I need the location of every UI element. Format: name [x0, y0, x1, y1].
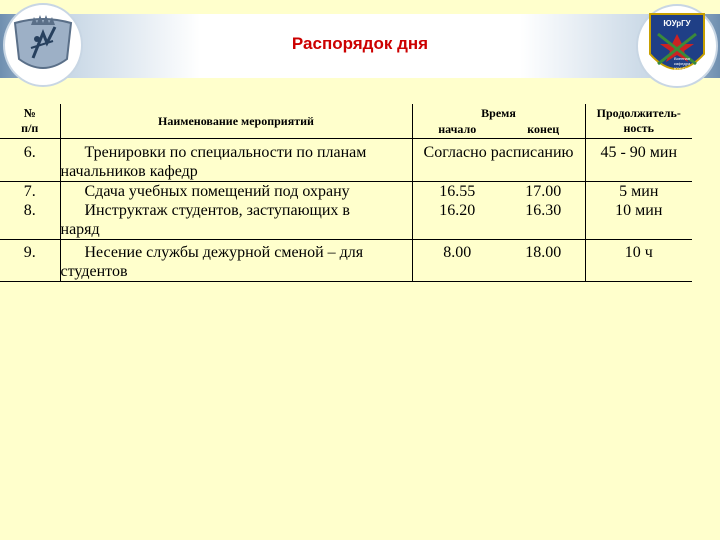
row-num: 9. — [0, 240, 60, 282]
table-row — [0, 182, 692, 202]
logo-line-2: кафедра — [674, 61, 691, 66]
header-duration-line-1: Продолжитель- — [596, 106, 681, 120]
row-start: 16.20 — [439, 202, 476, 219]
row-duration: 45 - 90 мин — [600, 144, 678, 161]
row-name — [60, 201, 412, 240]
schedule-table — [0, 104, 692, 282]
row-name-text: Сдача учебных помещений под охрану — [84, 183, 350, 200]
header-num-line-2: п/п — [21, 121, 39, 135]
header-start: начало — [412, 122, 502, 139]
row-duration: 10 мин — [615, 202, 663, 219]
table-header-row — [0, 104, 692, 122]
logo-line-1: Военная — [674, 56, 690, 61]
row-start: 8.00 — [412, 240, 502, 282]
row-num: 7. — [0, 182, 60, 202]
table-row — [0, 139, 692, 182]
table-row — [0, 240, 692, 282]
row-name-line-1: Тренировки по специальности по планам — [84, 144, 367, 161]
row-end: 16.30 — [502, 201, 585, 240]
row-duration: 5 мин — [585, 182, 692, 202]
header-num — [0, 104, 60, 139]
logo-abbreviation: ЮУрГУ — [663, 19, 691, 28]
header-num-line-1: № — [23, 106, 36, 120]
header-time: Время — [412, 104, 585, 122]
row-num: 6. — [0, 139, 60, 182]
table-row — [0, 201, 692, 240]
header-duration — [585, 104, 692, 139]
row-name — [60, 240, 412, 282]
row-end: 17.00 — [502, 182, 585, 202]
page-title: Распорядок дня — [291, 34, 429, 53]
row-name-line-2: начальников кафедр — [60, 163, 198, 180]
header-end: конец — [502, 122, 585, 139]
row-num: 8. — [0, 201, 60, 240]
header-duration-line-2: ность — [623, 121, 654, 135]
row-end: 18.00 — [502, 240, 585, 282]
row-name-line-2: наряд — [60, 221, 100, 238]
row-name — [60, 182, 412, 202]
row-start: 16.55 — [412, 182, 502, 202]
row-name-line-1: Инструктаж студентов, заступающих в — [84, 202, 350, 219]
header-name: Наименование мероприятий — [60, 104, 412, 139]
row-duration: 10 ч — [585, 240, 692, 282]
row-time-merged: Согласно расписанию — [412, 139, 585, 182]
logo-line-3: ЮУрГУ — [674, 66, 688, 71]
row-name — [60, 139, 412, 182]
row-name-line-1: Несение службы дежурной сменой – для — [84, 244, 364, 261]
row-name-line-2: студентов — [60, 263, 128, 280]
